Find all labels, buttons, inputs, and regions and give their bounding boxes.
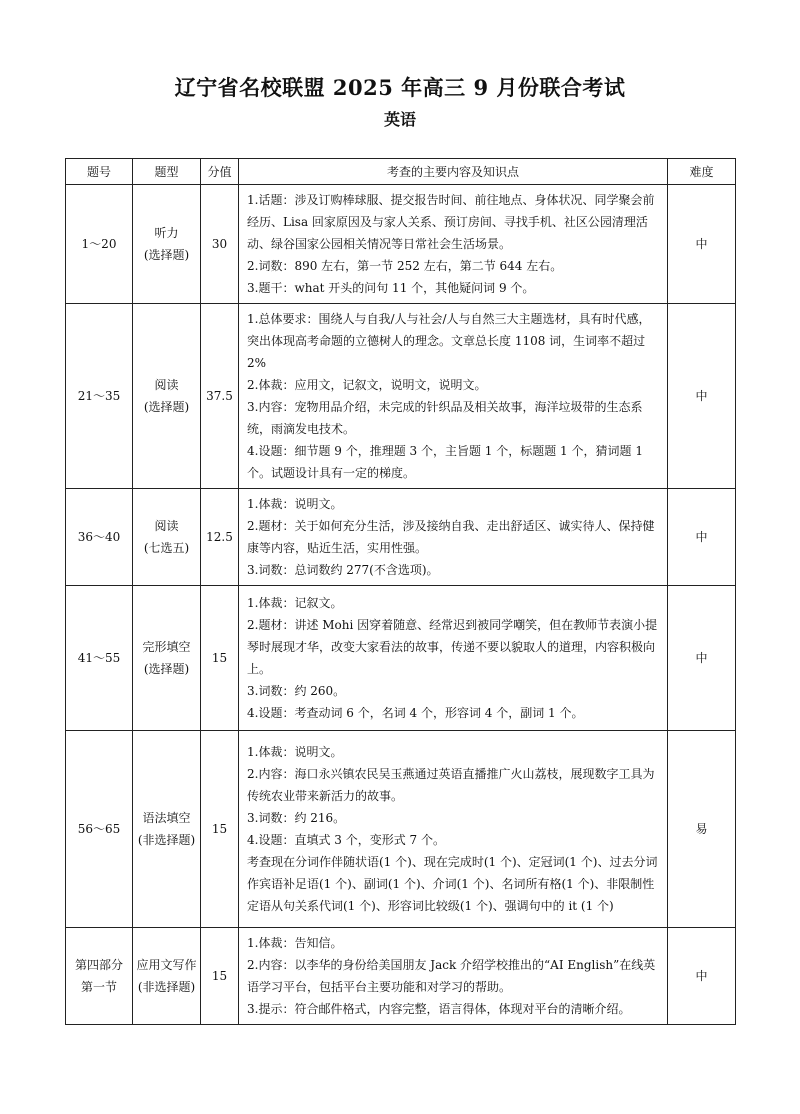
- content-line: 3.提示：符合邮件格式，内容完整，语言得体，体现对平台的清晰介绍。: [247, 1002, 631, 1016]
- content-line: 1.总体要求：围绕人与自我/人与社会/人与自然三大主题选材，具有时代感，突出体现高考命题的立德树人的理念。文章总长度 1108 词，生词率不超过 2%: [247, 312, 651, 370]
- content-line: 2.内容：海口永兴镇农民吴玉燕通过英语直播推广火山荔枝，展现数字工具为传统农业带来新活力的故事。: [247, 767, 655, 803]
- table-header-row: [66, 159, 736, 185]
- row-type-format: (选择题): [143, 248, 190, 262]
- content-line: 考查现在分词作伴随状语(1 个)、现在完成时(1 个)、定冠词(1 个)、过去分词作宾语补足语(1 个)、副词(1 个)、介词(1 个)、名词所有格(1 个)、非限制性定语从句关系代词(1 个)、形容词比较级(1 个)、强调句中的 it (1 个): [247, 855, 658, 913]
- row-number: [66, 304, 133, 489]
- row-score: 15: [201, 586, 239, 731]
- content-line: 2.体裁：应用文，记叙文，说明文，说明文。: [247, 378, 487, 392]
- row-number-line: 1～20: [81, 237, 117, 251]
- row-number-line: 56～65: [77, 822, 121, 836]
- document-title: 辽宁省名校联盟 2025 年高三 9 月份联合考试: [174, 75, 626, 100]
- row-score: 15: [201, 928, 239, 1025]
- row-content: [239, 185, 668, 304]
- row-difficulty: 中: [668, 185, 736, 304]
- content-line: 2.题材：关于如何充分生活，涉及接纳自我、走出舒适区、诚实待人、保持健康等内容，贴近生活，实用性强。: [247, 519, 655, 555]
- row-content: [239, 586, 668, 731]
- content-line: 3.词数：约 216。: [247, 811, 346, 825]
- content-line: 4.设题：直填式 3 个，变形式 7 个。: [247, 833, 445, 847]
- row-type: [133, 489, 201, 586]
- table-row: [66, 928, 736, 1025]
- row-type-name: 阅读: [154, 378, 179, 392]
- row-score: 12.5: [201, 489, 239, 586]
- row-number-line: 21～35: [77, 389, 121, 403]
- content-line: 3.题干：what 开头的问句 11 个，其他疑问词 9 个。: [247, 281, 535, 295]
- row-number-line: 第四部分: [74, 958, 123, 972]
- content-line: 1.体裁：说明文。: [247, 497, 343, 511]
- row-difficulty: 中: [668, 489, 736, 586]
- content-line: 1.话题：涉及订购棒球服、提交报告时间、前往地点、身体状况、同学聚会前经历、Lisa 回家原因及与家人关系、预订房间、寻找手机、社区公园清理活动、绿谷国家公园相关情况等日常社会生活场景。: [247, 193, 655, 251]
- row-difficulty: 中: [668, 586, 736, 731]
- row-type-format: (七选五): [143, 541, 190, 555]
- row-content: [239, 731, 668, 928]
- row-score: 37.5: [201, 304, 239, 489]
- header-difficulty: 难度: [668, 159, 736, 185]
- row-type-name: 听力: [154, 226, 179, 240]
- row-number: [66, 489, 133, 586]
- row-type-format: (选择题): [143, 662, 190, 676]
- row-type-name: 完形填空: [142, 640, 191, 654]
- row-type: [133, 304, 201, 489]
- exam-analysis-table: [65, 158, 736, 1025]
- table-row: [66, 304, 736, 489]
- row-type-name: 阅读: [154, 519, 179, 533]
- content-line: 4.设题：考查动词 6 个，名词 4 个，形容词 4 个，副词 1 个。: [247, 706, 584, 720]
- content-line: 1.体裁：说明文。: [247, 745, 343, 759]
- row-content: [239, 304, 668, 489]
- table-row: [66, 586, 736, 731]
- row-type-format: (选择题): [143, 400, 190, 414]
- row-type: [133, 586, 201, 731]
- row-type: [133, 731, 201, 928]
- row-number-line: 第一节: [80, 980, 117, 994]
- content-line: 3.词数：总词数约 277(不含选项)。: [247, 563, 439, 577]
- table-row: [66, 489, 736, 586]
- row-difficulty: 易: [668, 731, 736, 928]
- row-content: [239, 489, 668, 586]
- content-line: 4.设题：细节题 9 个，推理题 3 个，主旨题 1 个，标题题 1 个，猜词题 1 个。试题设计具有一定的梯度。: [247, 444, 643, 480]
- content-line: 1.体裁：记叙文。: [247, 596, 343, 610]
- row-difficulty: 中: [668, 304, 736, 489]
- content-line: 2.词数：890 左右，第一节 252 左右，第二节 644 左右。: [247, 259, 563, 273]
- content-line: 3.词数：约 260。: [247, 684, 346, 698]
- row-type-format: (非选择题): [137, 833, 196, 847]
- row-number: [66, 928, 133, 1025]
- row-number: [66, 586, 133, 731]
- row-score: 15: [201, 731, 239, 928]
- row-number-line: 41～55: [77, 651, 121, 665]
- row-number-line: 36～40: [77, 530, 121, 544]
- row-type-name: 应用文写作: [136, 958, 197, 972]
- row-number: [66, 731, 133, 928]
- table-row: [66, 185, 736, 304]
- row-score: 30: [201, 185, 239, 304]
- header-content: 考查的主要内容及知识点: [239, 159, 668, 185]
- row-number: [66, 185, 133, 304]
- row-type: [133, 185, 201, 304]
- row-type-name: 语法填空: [142, 811, 191, 825]
- content-line: 2.题材：讲述 Mohi 因穿着随意、经常迟到被同学嘲笑，但在教师节表演小提琴时展现才华，改变大家看法的故事，传递不要以貌取人的道理，内容积极向上。: [247, 618, 658, 676]
- header-number: 题号: [66, 159, 133, 185]
- row-type-format: (非选择题): [137, 980, 196, 994]
- row-difficulty: 中: [668, 928, 736, 1025]
- header-type: 题型: [133, 159, 201, 185]
- row-content: [239, 928, 668, 1025]
- header-score: 分值: [201, 159, 239, 185]
- document-subtitle: 英语: [383, 110, 416, 129]
- row-type: [133, 928, 201, 1025]
- content-line: 1.体裁：告知信。: [247, 936, 343, 950]
- content-line: 3.内容：宠物用品介绍，未完成的针织品及相关故事，海洋垃圾带的生态系统，雨滴发电技术。: [247, 400, 643, 436]
- content-line: 2.内容：以李华的身份给美国朋友 Jack 介绍学校推出的“AI English”在线英语学习平台，包括平台主要功能和对学习的帮助。: [247, 958, 656, 994]
- table-row: [66, 731, 736, 928]
